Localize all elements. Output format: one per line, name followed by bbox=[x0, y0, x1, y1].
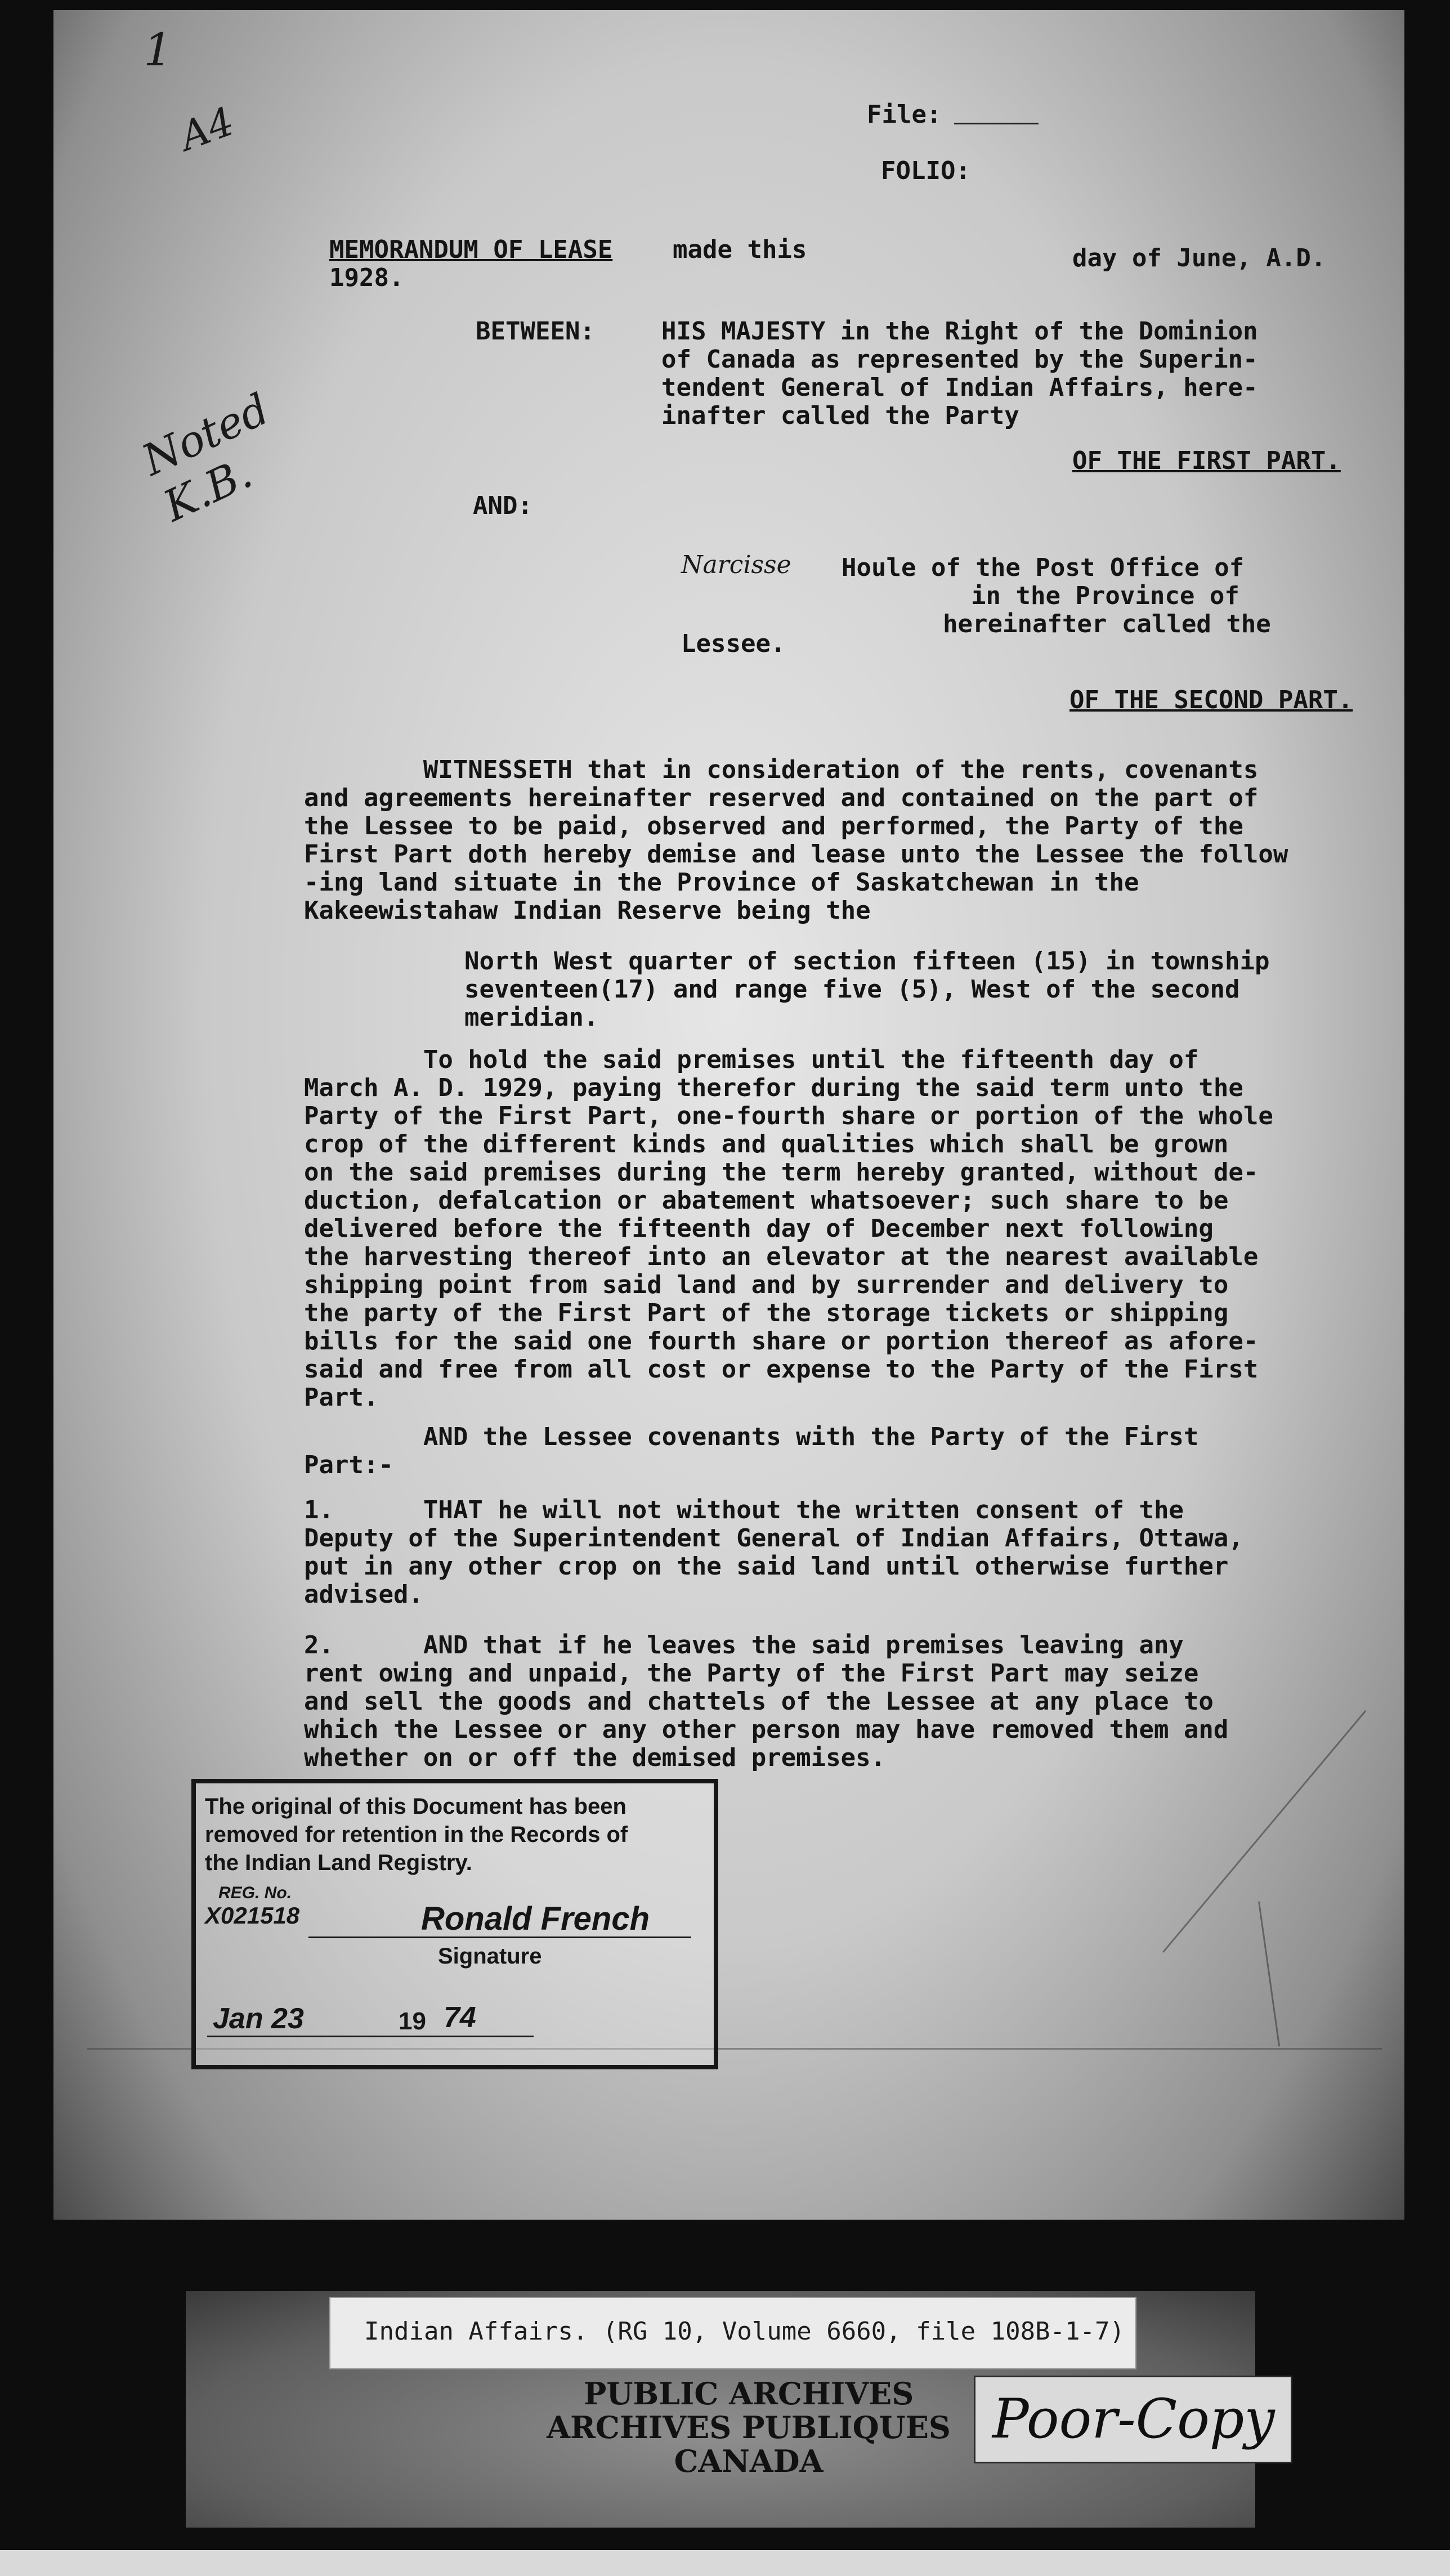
body-line: Kakeewistahaw Indian Reserve being the bbox=[304, 896, 871, 925]
body-line: bills for the said one fourth share or portion thereof as afore- bbox=[304, 1327, 1259, 1356]
body-line: WITNESSETH that in consideration of the rents, covenants bbox=[304, 755, 1259, 784]
body-line: meridian. bbox=[464, 1003, 599, 1032]
paper-crease bbox=[1162, 1710, 1366, 1953]
date-text: day of June, A.D. bbox=[1072, 244, 1326, 272]
body-line: 2. AND that if he leaves the said premises leaving any bbox=[304, 1631, 1184, 1660]
file-label: File: bbox=[867, 100, 942, 129]
archives-fr: ARCHIVES PUBLIQUES bbox=[547, 2409, 951, 2445]
body-line: on the said premises during the term hereby granted, without de- bbox=[304, 1158, 1259, 1187]
body-line: crop of the different kinds and qualities which shall be grown bbox=[304, 1130, 1229, 1159]
body-line: Part:- bbox=[304, 1451, 393, 1479]
folio-label: FOLIO: bbox=[881, 156, 970, 185]
second-party-line: hereinafter called the bbox=[943, 610, 1271, 638]
lessee-label: Lessee. bbox=[681, 629, 786, 658]
poor-copy-text: Poor-Copy bbox=[992, 2387, 1275, 2450]
page-mark: 1 bbox=[144, 24, 172, 76]
first-part-label: OF THE FIRST PART. bbox=[1072, 446, 1341, 475]
body-line: -ing land situate in the Province of Saskatchewan in the bbox=[304, 868, 1139, 897]
file-line bbox=[954, 123, 1039, 124]
body-line: put in any other crop on the said land until otherwise further bbox=[304, 1552, 1229, 1581]
body-line: AND the Lessee covenants with the Party of the First bbox=[304, 1423, 1199, 1451]
body-line: said and free from all cost or expense to the Party of the First bbox=[304, 1355, 1259, 1384]
archives-country: CANADA bbox=[674, 2443, 824, 2479]
body-line: advised. bbox=[304, 1580, 423, 1609]
stamp-line: removed for retention in the Records of bbox=[205, 1822, 628, 1847]
second-part-label: OF THE SECOND PART. bbox=[1069, 686, 1353, 714]
body-line: delivered before the fifteenth day of December next following bbox=[304, 1214, 1214, 1243]
body-line: and agreements hereinafter reserved and contained on the part of bbox=[304, 784, 1259, 812]
archive-reference-label bbox=[329, 2297, 1136, 2369]
and-label: AND: bbox=[473, 491, 532, 520]
body-line: whether on or off the demised premises. bbox=[304, 1743, 886, 1772]
initial-mark: A4 bbox=[173, 98, 240, 160]
body-line: the party of the First Part of the storage tickets or shipping bbox=[304, 1299, 1229, 1327]
second-party-line: Houle of the Post Office of bbox=[842, 553, 1245, 582]
body-line: which the Lessee or any other person may have removed them and bbox=[304, 1715, 1229, 1744]
body-line: the harvesting thereof into an elevator at the nearest available bbox=[304, 1242, 1259, 1271]
registry-removal-stamp bbox=[191, 1779, 718, 2069]
first-party-line: HIS MAJESTY in the Right of the Dominion bbox=[661, 317, 1258, 346]
body-line: First Part doth hereby demise and lease unto the Lessee the follow bbox=[304, 840, 1288, 869]
second-party-line: in the Province of bbox=[971, 582, 1239, 610]
memorandum-title: MEMORANDUM OF LEASE bbox=[329, 235, 613, 264]
first-party-line: tendent General of Indian Affairs, here- bbox=[661, 373, 1258, 402]
body-line: duction, defalcation or abatement whatsoever; such share to be bbox=[304, 1186, 1229, 1215]
stamp-date-year: 74 bbox=[444, 2001, 476, 2034]
body-line: March A. D. 1929, paying therefor during the said term unto the bbox=[304, 1074, 1243, 1102]
body-line: rent owing and unpaid, the Party of the First Part may seize bbox=[304, 1659, 1199, 1688]
signature: Ronald French bbox=[421, 1900, 650, 1937]
signature-label: Signature bbox=[438, 1944, 542, 1969]
stamp-date-month-day: Jan 23 bbox=[213, 2002, 304, 2035]
paper-crease bbox=[1258, 1902, 1280, 2047]
stamp-line: the Indian Land Registry. bbox=[205, 1850, 472, 1875]
body-line: the Lessee to be paid, observed and performed, the Party of the bbox=[304, 812, 1243, 840]
first-party-line: of Canada as represented by the Superin- bbox=[661, 345, 1258, 374]
reg-no-value: X021518 bbox=[205, 1902, 300, 1929]
first-party-line: inafter called the Party bbox=[661, 401, 1019, 430]
made-this-text: made this bbox=[673, 235, 807, 264]
year-text: 1928. bbox=[329, 263, 404, 292]
reg-no-label: REG. No. bbox=[218, 1884, 292, 1902]
body-line: Part. bbox=[304, 1383, 379, 1412]
body-line: To hold the said premises until the fifteenth day of bbox=[304, 1045, 1199, 1074]
noted-mark: Noted K.B. bbox=[135, 383, 277, 531]
between-label: BETWEEN: bbox=[476, 317, 595, 346]
body-line: shipping point from said land and by surrender and delivery to bbox=[304, 1271, 1229, 1299]
body-line: and sell the goods and chattels of the Lessee at any place to bbox=[304, 1687, 1214, 1716]
archives-en: PUBLIC ARCHIVES bbox=[583, 2376, 914, 2412]
archive-reference: Indian Affairs. (RG 10, Volume 6660, file 108B-1-7) bbox=[364, 2317, 1125, 2346]
body-line: seventeen(17) and range five (5), West of the second bbox=[464, 975, 1240, 1004]
stamp-line: The original of this Document has been bbox=[205, 1794, 626, 1819]
body-line: North West quarter of section fifteen (15) in township bbox=[464, 947, 1270, 976]
body-line: 1. THAT he will not without the written consent of the bbox=[304, 1496, 1184, 1524]
scan-bottom-strip bbox=[0, 2550, 1450, 2576]
body-line: Deputy of the Superintendent General of Indian Affairs, Ottawa, bbox=[304, 1524, 1243, 1553]
date-line bbox=[207, 2036, 534, 2037]
stamp-date-century: 19 bbox=[399, 2007, 426, 2035]
poor-copy-stamp bbox=[974, 2376, 1292, 2463]
signature-line bbox=[308, 1937, 691, 1938]
body-line: Party of the First Part, one-fourth share or portion of the whole bbox=[304, 1102, 1273, 1130]
lessee-name-handwritten: Narcisse bbox=[681, 551, 791, 579]
